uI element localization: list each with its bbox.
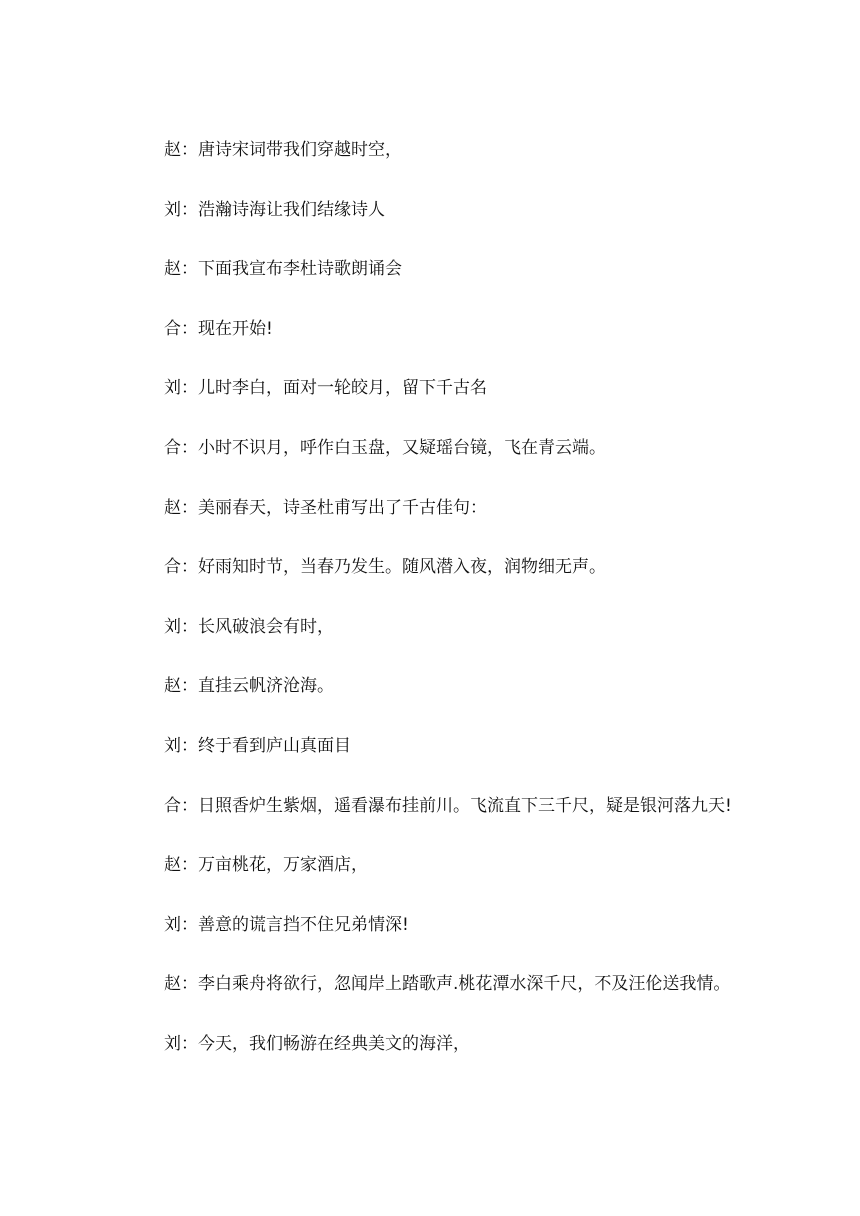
script-line: 赵：唐诗宋词带我们穿越时空，	[164, 140, 402, 160]
script-line: 赵：李白乘舟将欲行，忽闻岸上踏歌声.桃花潭水深千尺，不及汪伦送我情。	[164, 974, 731, 995]
script-line: 赵：万亩桃花，万家酒店，	[164, 855, 368, 876]
script-line: 合：现在开始!	[164, 318, 273, 339]
script-line: 刘：今天，我们畅游在经典美文的海洋，	[164, 1033, 470, 1054]
script-line: 刘：善意的谎言挡不住兄弟情深!	[164, 914, 409, 935]
script-line: 合：好雨知时节，当春乃发生。随风潜入夜，润物细无声。	[164, 557, 606, 578]
script-lines	[164, 136, 804, 1090]
script-line: 赵：下面我宣布李杜诗歌朗诵会	[164, 259, 402, 280]
script-line: 合：日照香炉生紫烟，遥看瀑布挂前川。飞流直下三千尺，疑是银河落九天!	[164, 795, 732, 816]
script-line: 赵：美丽春天，诗圣杜甫写出了千古佳句：	[164, 497, 487, 518]
script-line: 刘：终于看到庐山真面目	[164, 735, 351, 756]
script-line: 刘：浩瀚诗海让我们结缘诗人	[164, 199, 385, 220]
script-line: 刘：长风破浪会有时，	[164, 616, 334, 637]
script-line: 刘：儿时李白，面对一轮皎月，留下千古名	[164, 378, 487, 399]
script-line: 合：小时不识月，呼作白玉盘，又疑瑶台镜，飞在青云端。	[164, 437, 606, 458]
script-line: 赵：直挂云帆济沧海。	[164, 676, 334, 697]
